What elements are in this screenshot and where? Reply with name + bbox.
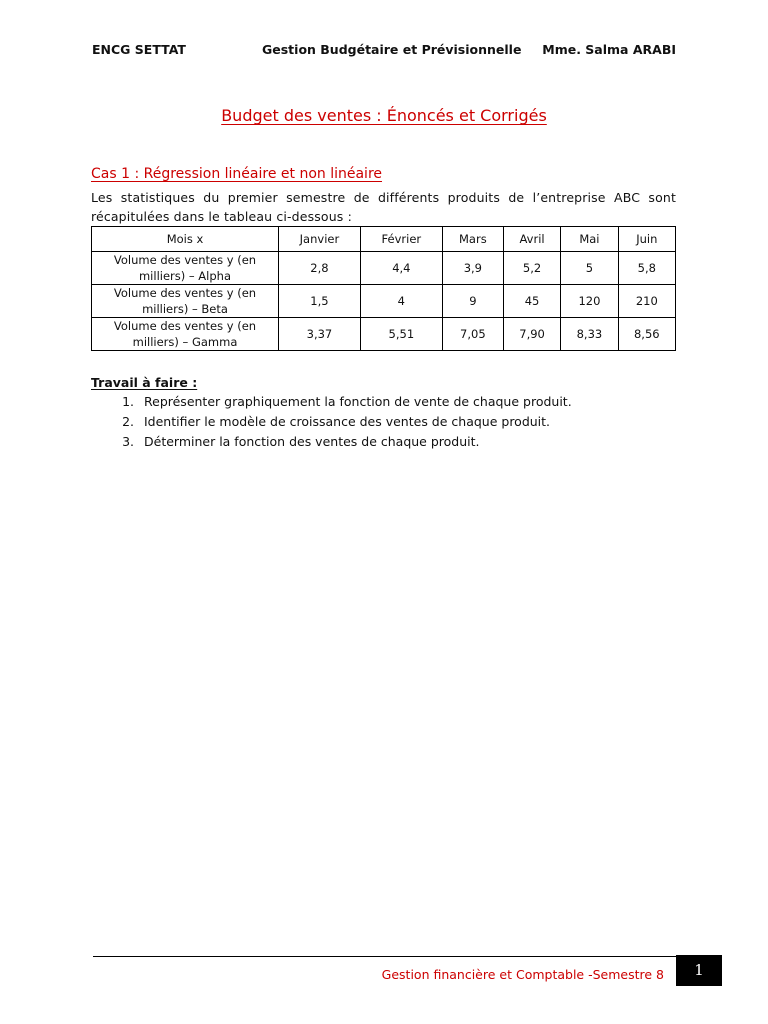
table-cell: 3,37 [279, 318, 361, 351]
header-course: Gestion Budgétaire et Prévisionnelle [262, 42, 522, 57]
table-row [92, 318, 676, 351]
header-school: ENCG SETTAT [92, 42, 186, 57]
table-row [92, 285, 676, 318]
table-cell: 3,9 [442, 252, 503, 285]
table-header-cell: Février [360, 227, 442, 252]
table-cell: 4,4 [360, 252, 442, 285]
work-title: Travail à faire : [91, 375, 198, 390]
footer-text: Gestion financière et Comptable -Semestre 8 [381, 967, 664, 982]
header-author: Mme. Salma ARABI [542, 42, 676, 57]
task-item: 2. Identifier le modèle de croissance des ventes de chaque produit. [138, 412, 572, 432]
row-label-line: Volume des ventes y (en [113, 319, 257, 333]
sales-table [91, 226, 676, 351]
table-header-cell: Juin [618, 227, 675, 252]
table-cell: 45 [503, 285, 560, 318]
row-label-line: milliers) – Beta [142, 302, 228, 316]
row-label [92, 252, 279, 285]
section-title: Cas 1 : Régression linéaire et non linéaire [91, 166, 383, 182]
page-number: 1 [676, 955, 722, 986]
row-label [92, 285, 279, 318]
row-label-line: Volume des ventes y (en [113, 286, 257, 300]
task-item: 1. Représenter graphiquement la fonction de vente de chaque produit. [138, 392, 572, 412]
table-cell: 210 [618, 285, 675, 318]
table-cell: 4 [360, 285, 442, 318]
document-title: Budget des ventes : Énoncés et Corrigés [221, 106, 547, 125]
table-header-cell: Avril [503, 227, 560, 252]
intro-paragraph: Les statistiques du premier semestre de différents produits de l’entreprise ABC sont récapitulées dans le tableau ci-dessous : [91, 190, 676, 224]
table-cell: 8,56 [618, 318, 675, 351]
row-label [92, 318, 279, 351]
table-cell: 2,8 [279, 252, 361, 285]
task-list [91, 392, 572, 452]
table-cell: 5 [561, 252, 618, 285]
row-label-line: milliers) – Alpha [138, 269, 232, 283]
table-cell: 5,2 [503, 252, 560, 285]
table-cell: 7,05 [442, 318, 503, 351]
table-header-cell: Mois x [92, 227, 279, 252]
table-cell: 7,90 [503, 318, 560, 351]
table-row [92, 252, 676, 285]
table-header-cell: Mars [442, 227, 503, 252]
table-cell: 9 [442, 285, 503, 318]
task-item: 3. Déterminer la fonction des ventes de chaque produit. [138, 432, 572, 452]
table-header-cell: Janvier [279, 227, 361, 252]
table-header-cell: Mai [561, 227, 618, 252]
page-header [92, 42, 676, 62]
table-cell: 120 [561, 285, 618, 318]
table-cell: 5,51 [360, 318, 442, 351]
row-label-line: Volume des ventes y (en [113, 253, 257, 267]
table-cell: 1,5 [279, 285, 361, 318]
table-cell: 5,8 [618, 252, 675, 285]
footer-divider [93, 956, 677, 957]
table-cell: 8,33 [561, 318, 618, 351]
row-label-line: milliers) – Gamma [132, 335, 238, 349]
table-header-row [92, 227, 676, 252]
